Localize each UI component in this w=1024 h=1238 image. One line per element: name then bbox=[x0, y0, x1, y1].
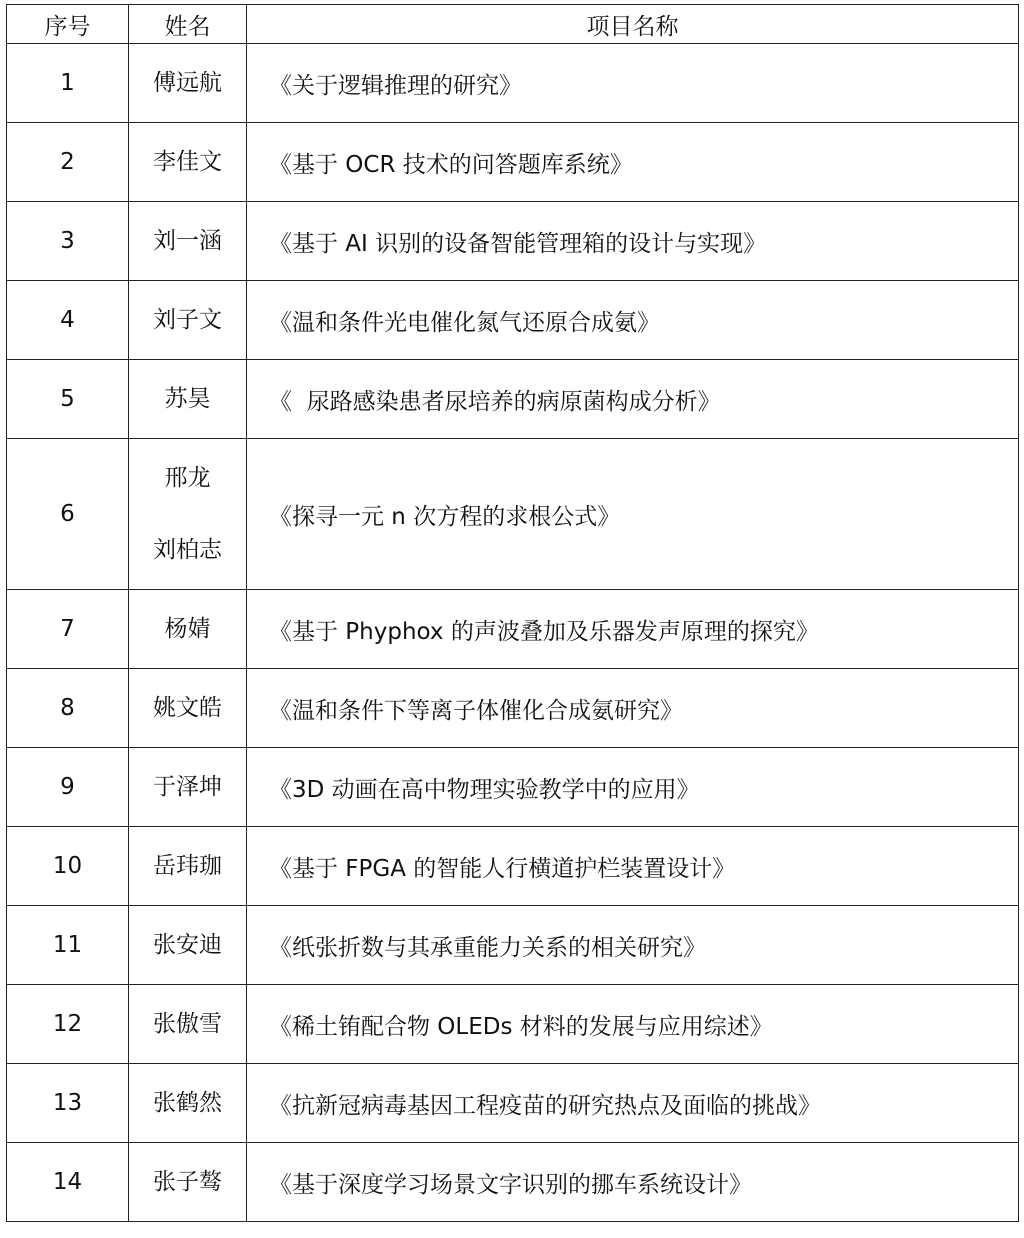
row-name bbox=[129, 748, 247, 827]
header-project: 项目名称 bbox=[247, 5, 1019, 44]
row-name bbox=[129, 906, 247, 985]
row-name bbox=[129, 202, 247, 281]
row-project: 《温和条件下等离子体催化合成氨研究》 bbox=[247, 669, 1019, 748]
row-project: 《纸张折数与其承重能力关系的相关研究》 bbox=[247, 906, 1019, 985]
row-name bbox=[129, 439, 247, 590]
table-body bbox=[7, 44, 1019, 1222]
row-number: 2 bbox=[7, 123, 129, 202]
person-name: 苏昊 bbox=[164, 386, 211, 412]
table-row bbox=[7, 1064, 1019, 1143]
person-name: 邢龙 bbox=[164, 465, 211, 491]
person-name: 杨婧 bbox=[164, 616, 211, 642]
row-name bbox=[129, 44, 247, 123]
person-name: 傅远航 bbox=[153, 70, 222, 96]
person-name: 姚文皓 bbox=[153, 695, 222, 721]
row-name bbox=[129, 985, 247, 1064]
row-project: 《温和条件光电催化氮气还原合成氨》 bbox=[247, 281, 1019, 360]
row-name bbox=[129, 281, 247, 360]
row-project: 《基于 FPGA 的智能人行横道护栏装置设计》 bbox=[247, 827, 1019, 906]
row-name bbox=[129, 360, 247, 439]
table-row bbox=[7, 985, 1019, 1064]
row-number: 12 bbox=[7, 985, 129, 1064]
row-number: 8 bbox=[7, 669, 129, 748]
row-name bbox=[129, 123, 247, 202]
person-name: 刘一涵 bbox=[153, 228, 222, 254]
table-row bbox=[7, 590, 1019, 669]
row-number: 1 bbox=[7, 44, 129, 123]
row-name bbox=[129, 1064, 247, 1143]
row-project: 《 尿路感染患者尿培养的病原菌构成分析》 bbox=[247, 360, 1019, 439]
table-row bbox=[7, 123, 1019, 202]
header-row bbox=[7, 5, 1019, 44]
row-number: 13 bbox=[7, 1064, 129, 1143]
row-project: 《基于 AI 识别的设备智能管理箱的设计与实现》 bbox=[247, 202, 1019, 281]
row-name bbox=[129, 1143, 247, 1222]
row-number: 3 bbox=[7, 202, 129, 281]
row-number: 7 bbox=[7, 590, 129, 669]
person-name: 张鹤然 bbox=[153, 1090, 222, 1116]
table-row bbox=[7, 1143, 1019, 1222]
project-table bbox=[6, 4, 1019, 1222]
table-row bbox=[7, 44, 1019, 123]
row-project: 《基于深度学习场景文字识别的挪车系统设计》 bbox=[247, 1143, 1019, 1222]
person-name: 于泽坤 bbox=[153, 774, 222, 800]
table-header bbox=[7, 5, 1019, 44]
table-row bbox=[7, 827, 1019, 906]
person-name: 李佳文 bbox=[153, 149, 222, 175]
row-project: 《3D 动画在高中物理实验教学中的应用》 bbox=[247, 748, 1019, 827]
row-number: 9 bbox=[7, 748, 129, 827]
table-row bbox=[7, 748, 1019, 827]
table-row bbox=[7, 669, 1019, 748]
row-project: 《探寻一元 n 次方程的求根公式》 bbox=[247, 439, 1019, 590]
table-row bbox=[7, 439, 1019, 590]
person-name: 张安迪 bbox=[153, 932, 222, 958]
row-project: 《稀土铕配合物 OLEDs 材料的发展与应用综述》 bbox=[247, 985, 1019, 1064]
row-name bbox=[129, 590, 247, 669]
row-number: 11 bbox=[7, 906, 129, 985]
row-name bbox=[129, 669, 247, 748]
row-number: 14 bbox=[7, 1143, 129, 1222]
person-name: 刘柏志 bbox=[153, 537, 222, 563]
row-number: 10 bbox=[7, 827, 129, 906]
person-name: 张傲雪 bbox=[153, 1011, 222, 1037]
row-number: 4 bbox=[7, 281, 129, 360]
row-project: 《抗新冠病毒基因工程疫苗的研究热点及面临的挑战》 bbox=[247, 1064, 1019, 1143]
table-row bbox=[7, 281, 1019, 360]
row-project: 《基于 Phyphox 的声波叠加及乐器发声原理的探究》 bbox=[247, 590, 1019, 669]
table-row bbox=[7, 360, 1019, 439]
person-name: 张子骜 bbox=[153, 1169, 222, 1195]
table-row bbox=[7, 202, 1019, 281]
row-name bbox=[129, 827, 247, 906]
header-number: 序号 bbox=[7, 5, 129, 44]
table-row bbox=[7, 906, 1019, 985]
person-name: 岳玮珈 bbox=[153, 853, 222, 879]
row-project: 《关于逻辑推理的研究》 bbox=[247, 44, 1019, 123]
row-number: 5 bbox=[7, 360, 129, 439]
row-project: 《基于 OCR 技术的问答题库系统》 bbox=[247, 123, 1019, 202]
person-name: 刘子文 bbox=[153, 307, 222, 333]
header-name: 姓名 bbox=[129, 5, 247, 44]
row-number: 6 bbox=[7, 439, 129, 590]
